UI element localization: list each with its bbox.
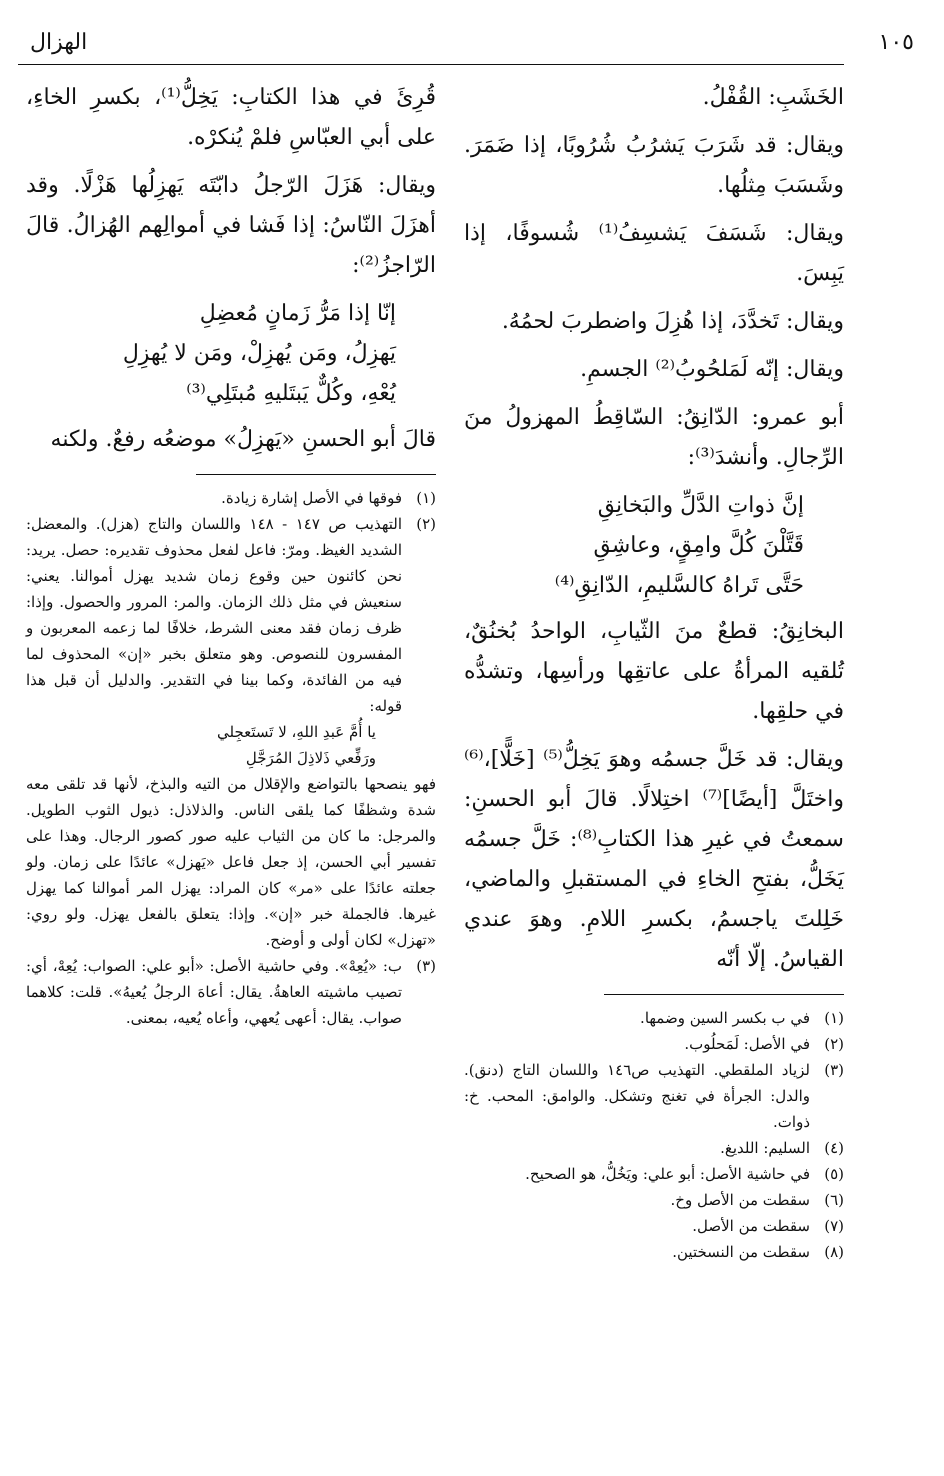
right-body-continued [464,612,844,980]
right-body [464,78,844,478]
footnote [26,485,436,511]
footnote-number: (٤) [824,1139,844,1157]
running-title: الهزال [30,30,88,55]
left-footnotes [26,485,436,1031]
footnote-text: فوقها في الأصل إشارة زيادة. [221,489,402,507]
footnote [464,1239,844,1265]
footnote-text: سقطت من الأصل وخ. [670,1191,810,1209]
footnote-text: سقطت من النسختين. [672,1243,810,1261]
left-column [26,78,436,1031]
verse-line: يَهزِلُ، ومَن يُهزِلْ، ومَن لا يُهزِلِ [122,341,396,366]
paragraph: ويقال: شَسَفَ يَشسِفُ⁽¹⁾ شُسوفًا، إذا يَبِسَ. [464,221,844,286]
right-footnotes [464,1005,844,1265]
page-number: ١٠٥ [878,30,914,55]
right-column [464,78,844,1265]
footnote [464,1005,844,1031]
footnote [464,1213,844,1239]
footnote-number: (٥) [824,1165,844,1183]
footnote [464,1135,844,1161]
footnote-verse-line: يا أُمَّ عَبدِ اللهِ، لا تَستَعجِلي [216,723,376,741]
footnote-number: (٧) [824,1217,844,1235]
footnote-text: سقطت من الأصل. [692,1217,810,1235]
footnote-continuation [26,771,436,953]
footnote-number: (٢) [416,515,436,533]
left-body [26,78,436,286]
footnote-text: في ب بكسر السين وضمها. [640,1009,810,1027]
paragraph: أبو عمرو: الدّانِقُ: السّاقِطُ المهزولُ منَ الرِّجالِ. وأنشدَ⁽³⁾: [464,405,844,470]
paragraph: قالَ أبو الحسنِ «يَهزِلُ» موضعُه رفعٌ. ولكنه [50,427,436,452]
poem-verses [26,294,436,414]
footnote-text: فهو ينصحها بالتواضع والإقلال من التيه والبذخ، لأنها قد تلقى معه شدة وشظفًا كما يلقى الناس. والذلاذل: ذيول الثوب الطويل. والمرجل: ما كان من الثياب عليه صور كصور الرجال. وهذا على تفسير أبي الحسن، إذ جعل فاعل «يَهزل» عائدًا على زمان. ولو جعلته عائدًا على «مر» كان المراد: يهزل المر أموالنا كما يهزل غيرها. فالجملة خبر «إن». وإذا: يتعلق بالفعل يهزل. ولو روي: «تهزل» لكان أولى و أوضح. [26,775,436,949]
footnote-number: (٣) [416,957,436,975]
footnote-number: (٢) [824,1035,844,1053]
paragraph: البخانِقُ: قطعٌ منَ الثّيابِ، الواحدُ بُخنُقٌ، تُلقيه المرأةُ على عاتقِها ورأسِها، وتشدُّه في حلقِها. [464,619,844,724]
footnote [464,1057,844,1135]
verse-line: إنّا إذا مَرُّ زَمانٍ مُعضِلِ [199,301,396,326]
paragraph: ويقال: قد خَلَّ جسمُه وهوَ يَخِلُّ⁽⁵⁾ [خَلًّا]،⁽⁶⁾ واختَلَّ [أيضًا]⁽⁷⁾ اختِلالًا. قالَ أبو الحسنِ: سمعتُ في غيرِ هذا الكتابِ⁽⁸⁾: خَلَّ جسمُه يَخَلُّ، بفتحِ الخاءِ في المستقبلِ والماضي، خَلِلتَ ياجسمُ، بكسرِ اللامِ. وهوَ عندي القياسُ. إلّا أنّه [464,747,845,972]
footnote-text: السليم: اللديغ. [720,1139,810,1157]
paragraph: ويقال: قد شَرَبَ يَشرُبُ شُرُوبًا، إذا ضَمَرَ. وشَسَبَ مِثلُها. [464,133,844,198]
running-header [20,30,924,62]
paragraph: ويقال: إنّه لَمَلحُوبُ⁽²⁾ الجسمِ. [580,357,844,382]
footnote-separator [604,994,844,995]
footnote-verse [26,719,436,745]
verse-line: حَتَّى تَراهُ كالسَّليمِ، الدّانِقِ⁽⁴⁾ [554,573,804,598]
footnote-number: (١) [824,1009,844,1027]
poem-verses [464,486,844,606]
footnote [464,1187,844,1213]
header-rule [18,64,844,65]
paragraph: ويقال: هَزَلَ الرّجلُ دابّتَه يَهزِلُها هَزْلًا. وقد أهزَلَ النّاسُ: إذا فَشا في أموالِهم الهُزالُ. قالَ الرّاجزُ⁽²⁾: [26,173,436,278]
footnote [464,1161,844,1187]
footnote-number: (٣) [824,1061,844,1079]
paragraph: ويقال: تَخدَّدَ، إذا هُزِلَ واضطربَ لحمُهُ. [501,309,844,334]
footnote-verse-line: ورَفِّعي ذَلاذِلَ المُرَجَّلِ [245,749,376,767]
footnote-text: ب: «يُعِهْ». وفي حاشية الأصل: «أبو علي: الصواب: يُعِهْ، أي: تصيب ماشيته العاهةُ. يقال: أعاهَ الرجلُ يُعيهُ». قلت: كلاهما صواب. يقال: أعهى يُعهي، وأعاه يُعيه، بمعنى. [26,957,402,1027]
footnote-text: في حاشية الأصل: أبو علي: ويَخُلُّ، هو الصحيح. [525,1165,810,1183]
footnote-text: في الأصل: لَمَحلُوب. [684,1035,810,1053]
footnote [26,511,436,719]
footnote-separator [196,474,436,475]
footnote-number: (١) [416,489,436,507]
paragraph: قُرِئَ في هذا الكتابِ: يَخِلُّ⁽¹⁾، بكسرِ الخاءِ، على أبي العبّاسِ فلمْ يُنكرْه. [26,85,436,150]
paragraph: الخَشَبِ: القُفْلُ. [702,85,844,110]
footnote-verse [26,745,436,771]
footnote-text: التهذيب ص ١٤٧ - ١٤٨ واللسان والتاج (هزل). والمعضل: الشديد الغيظ. ومرّ: فاعل لفعل محذوف تقديره: حصل. يريد: نحن كائنون حين وقوع زمان شديد يهزل أموالنا. يعني: سنعيش في مثل ذلك الزمان. والمر: المرور والحصول. وإذا: ظرف زمان فقد معنى الشرط، خلافًا لما زعمه المعربون و المفسرون للنصوص. وهو متعلق بخبر «إن» المحذوف لما فيه من الفائدة، وكما بينا في التقدير. والدليل أن قبل هذا قوله: [26,515,402,715]
verse-line: إنَّ ذواتِ الدَّلِّ والبَخانِقِ [597,493,804,518]
footnote [464,1031,844,1057]
left-body-continued [26,420,436,460]
verse-line: قَتَّلْنَ كُلَّ وامِقٍ، وعاشِقِ [593,533,804,558]
footnote-text: لزياد الملقطي. التهذيب ص١٤٦ واللسان التاج (دنق). والدل: الجرأة في تغنج وتشكل. والوامق: المحب. خ: ذوات. [464,1061,810,1131]
footnote-number: (٨) [824,1243,844,1261]
verse-line: يُعْهِ، وكُلٌّ يَبتَليهِ مُبتَلِي⁽³⁾ [186,381,396,406]
footnote-number: (٦) [824,1191,844,1209]
footnote [26,953,436,1031]
